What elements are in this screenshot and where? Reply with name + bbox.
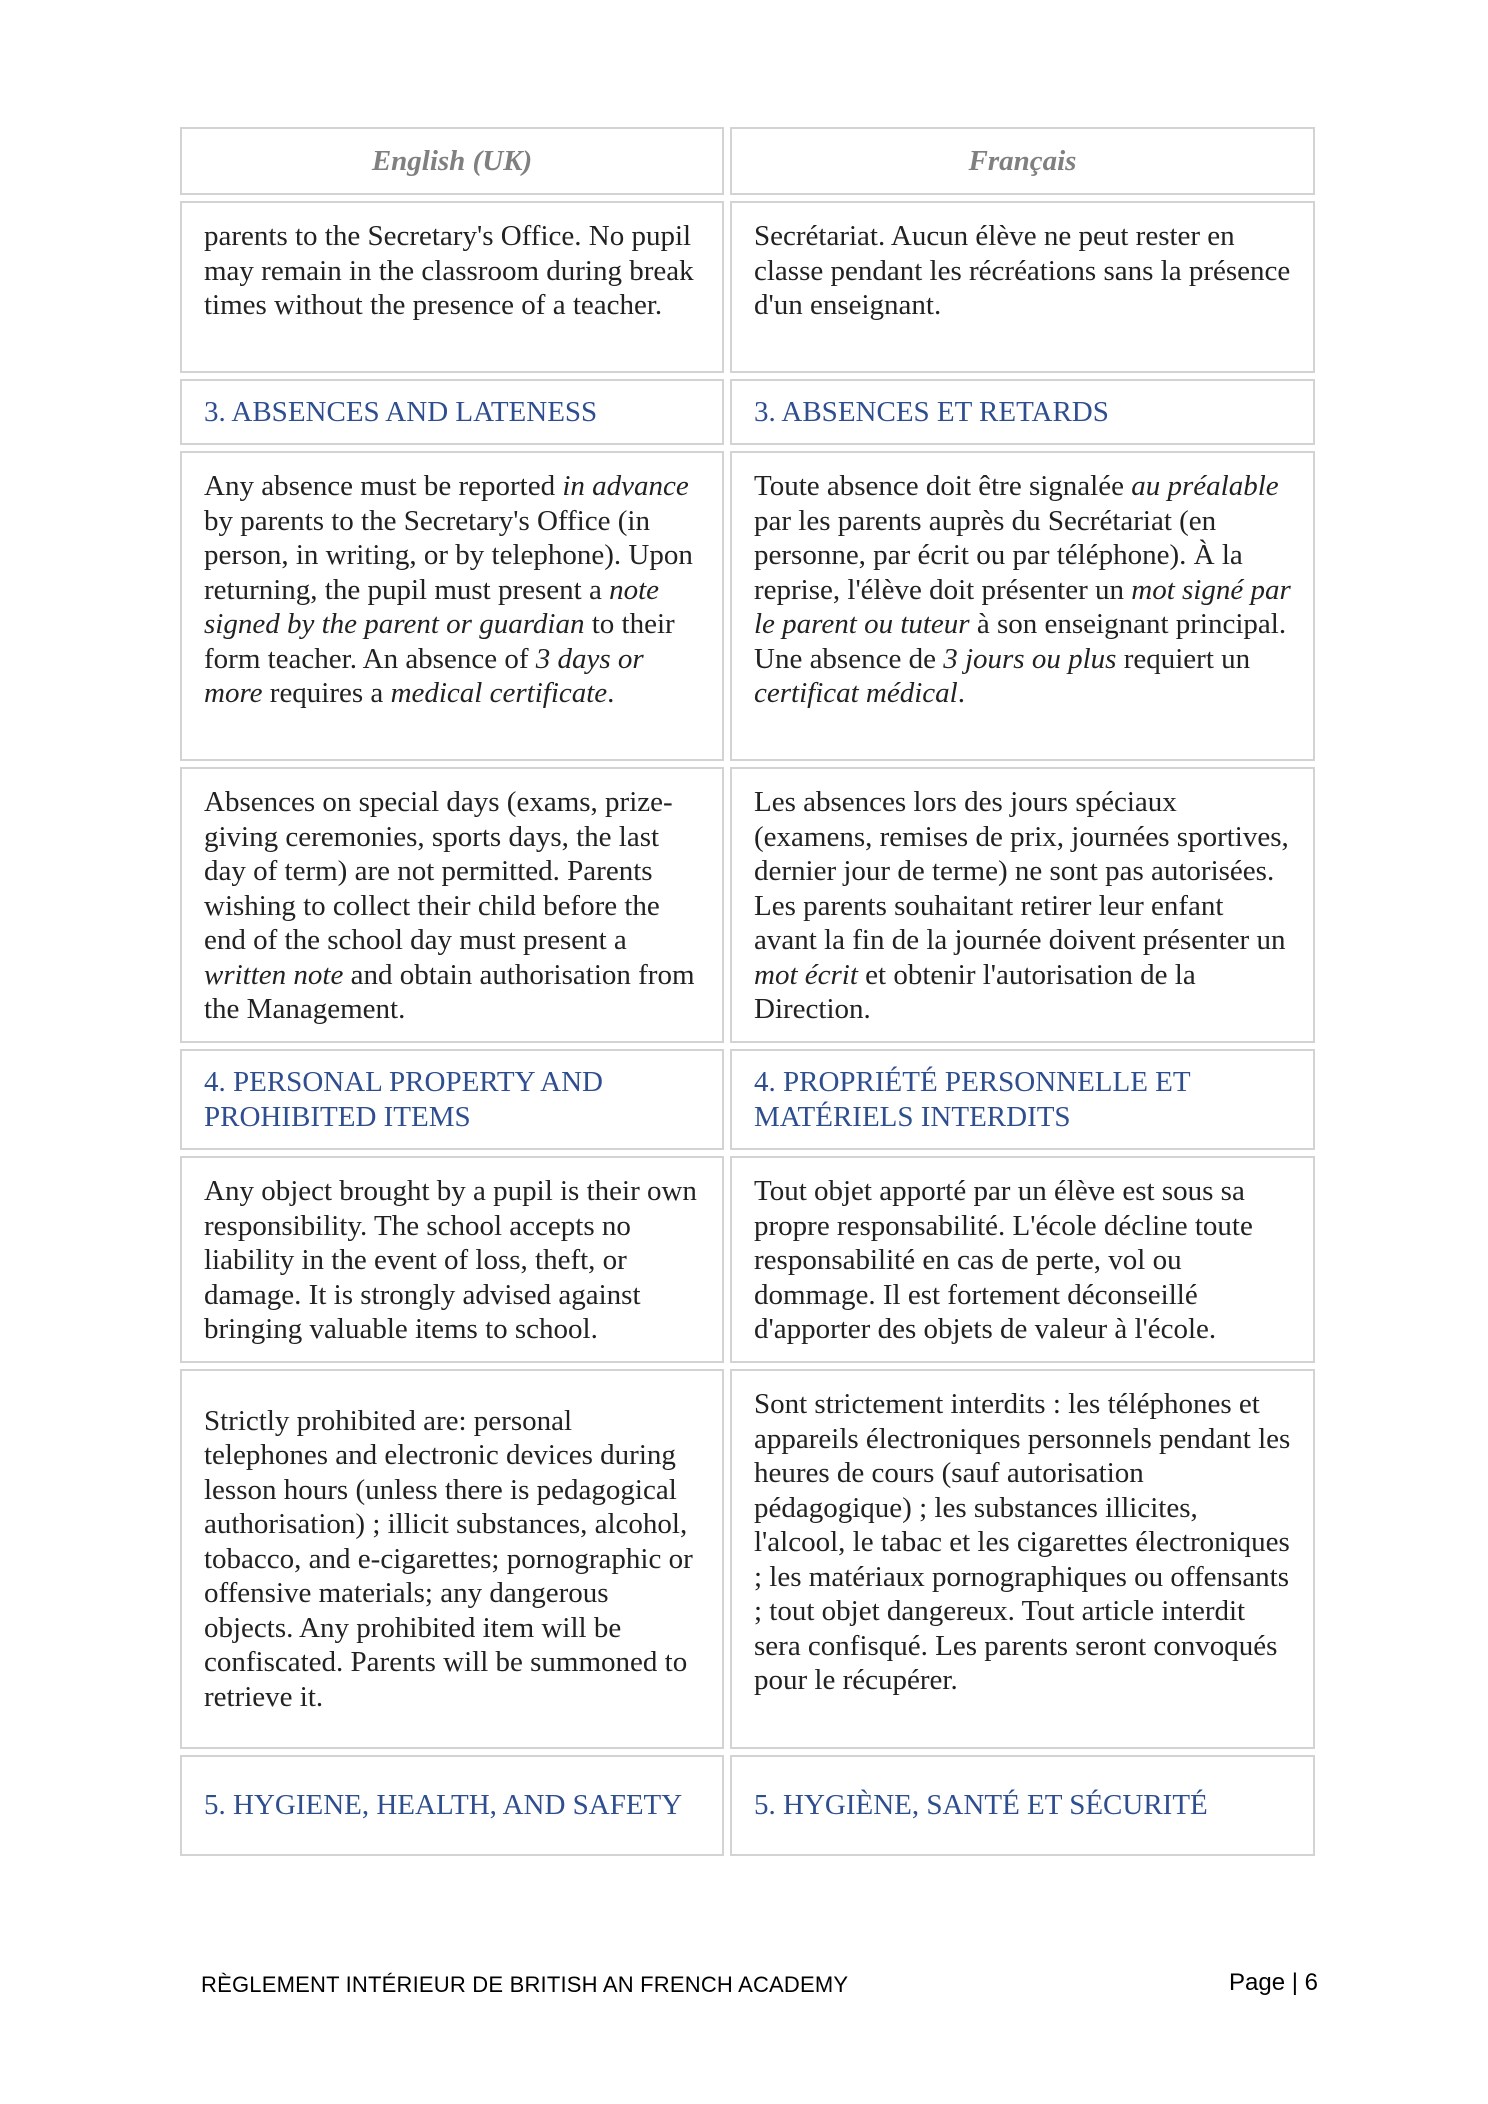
section-heading-row: [180, 1755, 1315, 1856]
cell-en: Absences on special days (exams, prize-giving ceremonies, sports days, the last day of term) are not permitted. Parents wishing to collect their child before the end of the school day must present a written note and obtain authorisation from the Management.: [180, 767, 724, 1043]
section-heading-row: [180, 379, 1315, 445]
section-heading-fr: 3. ABSENCES ET RETARDS: [730, 379, 1315, 445]
section-heading-en: 4. PERSONAL PROPERTY AND PROHIBITED ITEMS: [180, 1049, 724, 1150]
table-header-row: [180, 127, 1315, 195]
cell-fr: Les absences lors des jours spéciaux (examens, remises de prix, journées sportives, dernier jour de terme) ne sont pas autorisées. Les parents souhaitant retirer leur enfant avant la fin de la journée doivent présenter un mot écrit et obtenir l'autorisation de la Direction.: [730, 767, 1315, 1043]
table-row: [180, 201, 1315, 373]
section-heading-row: [180, 1049, 1315, 1150]
section-heading-en: 5. HYGIENE, HEALTH, AND SAFETY: [180, 1755, 724, 1856]
cell-en: Any object brought by a pupil is their own responsibility. The school accepts no liability in the event of loss, theft, or damage. It is strongly advised against bringing valuable items to school.: [180, 1156, 724, 1363]
header-french: Français: [730, 127, 1315, 195]
cell-fr: Tout objet apporté par un élève est sous sa propre responsabilité. L'école décline toute responsabilité en cas de perte, vol ou dommage. Il est fortement déconseillé d'apporter des objets de valeur à l'école.: [730, 1156, 1315, 1363]
table-row: [180, 1369, 1315, 1749]
cell-en: parents to the Secretary's Office. No pupil may remain in the classroom during break times without the presence of a teacher.: [180, 201, 724, 373]
table-row: [180, 767, 1315, 1043]
cell-fr: Sont strictement interdits : les téléphones et appareils électroniques personnels pendant les heures de cours (sauf autorisation pédagogique) ; les substances illicites, l'alcool, le tabac et les cigarettes électroniques ; les matériaux pornographiques ou offensants ; tout objet dangereux. Tout article interdit sera confisqué. Les parents seront convoqués pour le récupérer.: [730, 1369, 1315, 1749]
cell-fr: Toute absence doit être signalée au préalable par les parents auprès du Secrétariat (en personne, par écrit ou par téléphone). À la reprise, l'élève doit présenter un mot signé par le parent ou tuteur à son enseignant principal. Une absence de 3 jours ou plus requiert un certificat médical.: [730, 451, 1315, 761]
cell-en: Any absence must be reported in advance by parents to the Secretary's Office (in person, in writing, or by telephone). Upon returning, the pupil must present a note signed by the parent or guardian to their form teacher. An absence of 3 days or more requires a medical certificate.: [180, 451, 724, 761]
cell-en: Strictly prohibited are: personal telephones and electronic devices during lesson hours (unless there is pedagogical authorisation) ; illicit substances, alcohol, tobacco, and e-cigarettes; pornographic or offensive materials; any dangerous objects. Any prohibited item will be confiscated. Parents will be summoned to retrieve it.: [180, 1369, 724, 1749]
footer-title: RÈGLEMENT INTÉRIEUR DE BRITISH AN FRENCH ACADEMY: [201, 1972, 849, 1997]
section-heading-fr: 4. PROPRIÉTÉ PERSONNELLE ET MATÉRIELS INTERDITS: [730, 1049, 1315, 1150]
header-english: English (UK): [180, 127, 724, 195]
table-row: [180, 1156, 1315, 1363]
section-heading-en: 3. ABSENCES AND LATENESS: [180, 379, 724, 445]
cell-fr: Secrétariat. Aucun élève ne peut rester en classe pendant les récréations sans la présence d'un enseignant.: [730, 201, 1315, 373]
page-number: Page | 6: [1229, 1969, 1318, 1996]
section-heading-fr: 5. HYGIÈNE, SANTÉ ET SÉCURITÉ: [730, 1755, 1315, 1856]
table-row: [180, 451, 1315, 761]
bilingual-table: [180, 127, 1315, 1862]
